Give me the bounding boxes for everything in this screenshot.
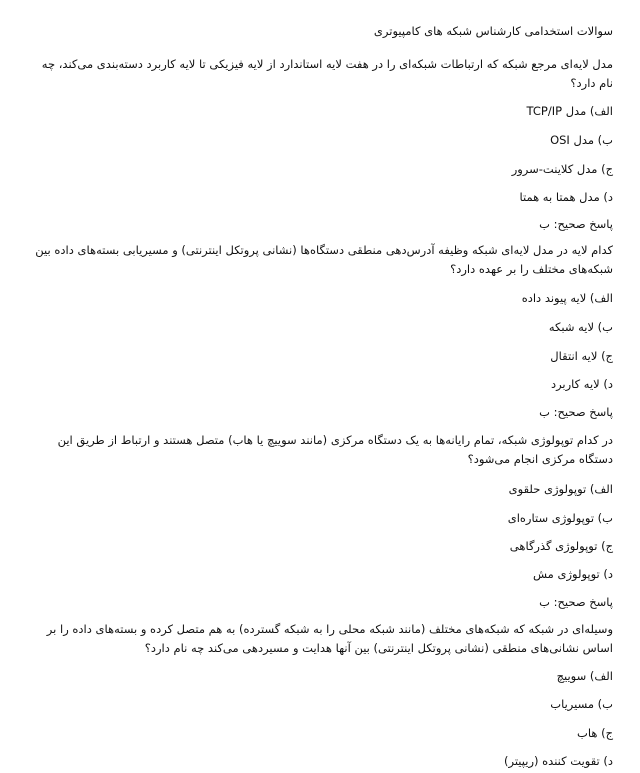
question-2-option-a: الف) لایه پیوند داده	[521, 291, 613, 305]
question-3-option-d: د) توپولوژی مش	[532, 567, 613, 581]
document-title: سوالات استخدامی کارشناس شبکه های کامپیوتری	[373, 24, 613, 38]
question-1-option-b: ب) مدل OSI	[550, 133, 613, 147]
question-1-option-c: ج) مدل کلاینت-سرور	[511, 162, 613, 176]
question-2-option-b: ب) لایه شبکه	[548, 320, 613, 334]
question-4-text: وسیله‌ای در شبکه که شبکه‌های مختلف (مانند شبکه محلی را به شبکه گسترده) به هم متصل کرده و بسته‌های داده را بر اساس نشانی‌های منطقی (نشانی پروتکل اینترنتی) بین آنها هدایت و مسیردهی می‌کند چه نام دارد؟	[46, 622, 613, 655]
question-2-text: کدام لایه در مدل لایه‌ای شبکه وظیفه آدرس‌دهی منطقی دستگاه‌ها (نشانی پروتکل اینترنتی) و مسیریابی بسته‌های داده بین شبکه‌های مختلف را بر عهده دارد؟	[35, 243, 613, 276]
question-1-option-d: د) مدل همتا به همتا	[519, 190, 613, 204]
question-1-text: مدل لایه‌ای مرجع شبکه که ارتباطات شبکه‌ای را در هفت لایه استاندارد از لایه فیزیکی تا لایه کاربرد دسته‌بندی می‌کند، چه نام دارد؟	[41, 57, 613, 90]
question-2-option-c: ج) لایه انتقال	[550, 349, 613, 363]
question-3-option-a: الف) توپولوژی حلقوی	[508, 482, 613, 496]
question-3-answer: پاسخ صحیح: ب	[539, 595, 613, 609]
question-4-option-d: د) تقویت کننده (ریپیتر)	[504, 754, 613, 768]
question-3-option-c: ج) توپولوژی گذرگاهی	[509, 539, 613, 553]
question-2-answer: پاسخ صحیح: ب	[539, 405, 613, 419]
question-3-option-b: ب) توپولوژی ستاره‌ای	[507, 511, 613, 525]
question-4-option-c: ج) هاب	[577, 726, 613, 740]
question-4-option-b: ب) مسیریاب	[550, 697, 613, 711]
question-4-option-a: الف) سوییچ	[556, 669, 613, 683]
question-3-text: در کدام توپولوژی شبکه، تمام رایانه‌ها به یک دستگاه مرکزی (مانند سوییچ یا هاب) متصل هستند و ارتباط از طریق این دستگاه مرکزی انجام می‌شود؟	[57, 433, 613, 466]
question-1-answer: پاسخ صحیح: ب	[539, 217, 613, 231]
question-2-option-d: د) لایه کاربرد	[550, 377, 613, 391]
question-1-option-a: الف) مدل TCP/IP	[526, 104, 613, 118]
